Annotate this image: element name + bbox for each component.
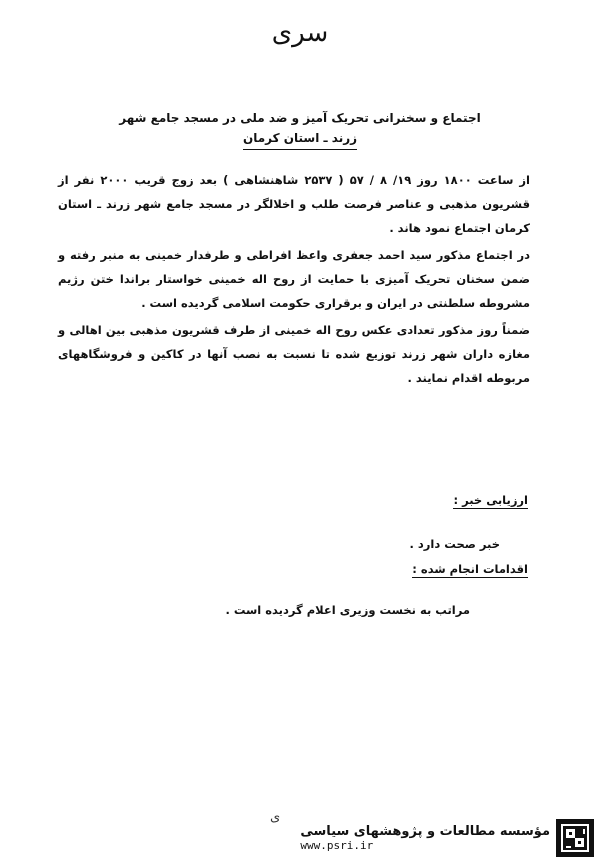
actions-label: اقدامات انجام شده : [412,562,528,576]
publisher-footer [300,819,594,857]
title-line-1: اجتماع و سخنرانی تحریک آمیز و ضد ملی در مسجد جامع شهر [119,111,481,125]
publisher-name: مؤسسه مطالعات و پژوهشهای سیاسی [300,824,550,839]
document-title [60,108,540,150]
title-line-2: زرند ـ استان کرمان [243,128,357,150]
report-body [58,168,530,393]
body-paragraph-1: از ساعت ۱۸۰۰ روز ۱۹/ ۸ / ۵۷ ( ۲۵۳۷ شاهنشاهی ) بعد زوج قریب ۲۰۰۰ نفر از قشریون مذهبی و عناصر فرصت طلب و اخلالگر در مسجد جامع شهر زرند ـ استان کرمان اجتماع نمود هاند . [58,173,530,235]
classification-mark: سری [271,18,329,48]
assessment-value: خبر صحت دارد . [409,537,500,551]
body-paragraph-2: در اجتماع مذکور سید احمد جعفری واعظ افراطی و طرفدار خمینی به منبر رفته و ضمن سخنان تحریک آمیزی با حمایت از روح اله خمینی خواستار براندا ختن رژیم مشروطه سلطنتی در ایران و برقراری حکومت اسلامی گردیده است . [58,248,530,310]
assessment-label: ارزیابی خبر : [453,493,528,507]
page-mark: ی [270,810,281,825]
actions-value: مراتب به نخست وزیری اعلام گردیده است . [225,603,470,617]
body-paragraph-3: ضمناً روز مذکور تعدادی عکس روح اله خمینی از طرف قشریون مذهبی بین اهالی و مغازه داران شهر زرند توزیع شده تا نسبت به نصب آنها در کاکین و فروشگاههای مربوطه اقدام نمایند . [58,323,530,385]
psri-logo-icon [556,819,594,857]
publisher-url[interactable]: www.psri.ir [300,839,374,852]
